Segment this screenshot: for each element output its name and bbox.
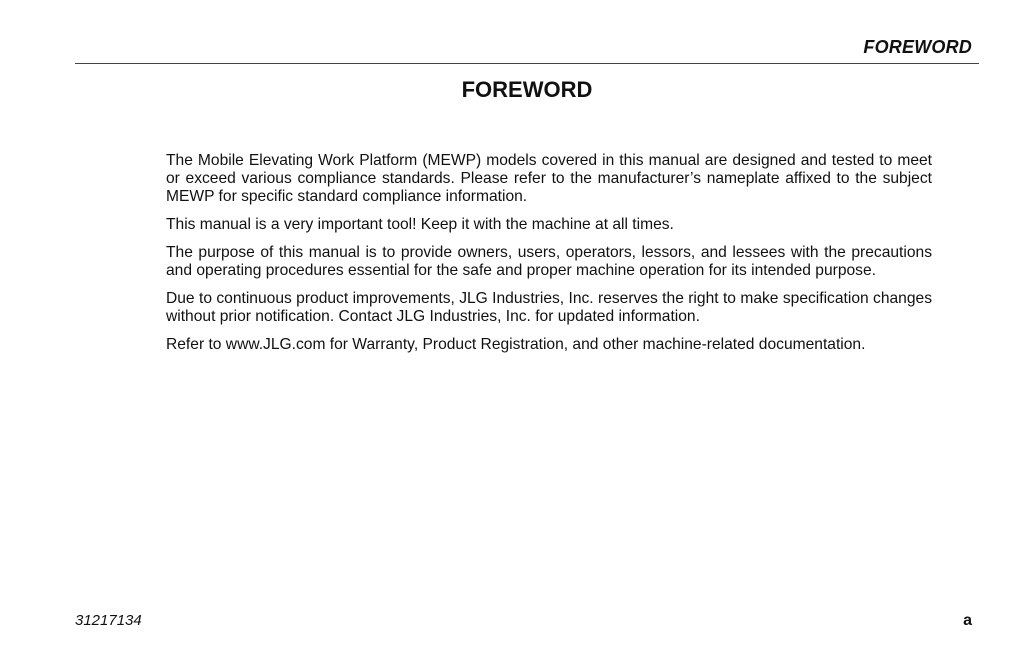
paragraph-compliance: The Mobile Elevating Work Platform (MEWP) models covered in this manual are designed and tested to meet or exceed various compliance standards. Please refer to the manufacturer’s nameplate affixed to the subject MEWP for specific standard compliance information.: [166, 152, 932, 205]
page-number: a: [963, 612, 972, 629]
paragraph-important-tool: This manual is a very important tool! Keep it with the machine at all times.: [166, 216, 674, 233]
document-number: 31217134: [75, 612, 142, 629]
page-title: FOREWORD: [461, 77, 593, 102]
running-header-title: FOREWORD: [863, 37, 972, 57]
paragraph-purpose: The purpose of this manual is to provide owners, users, operators, lessors, and lessees with the precautions and operating procedures essential for the safe and proper machine operation for its intended purpose.: [166, 244, 932, 279]
paragraph-product-improvements: Due to continuous product improvements, JLG Industries, Inc. reserves the right to make specification changes without prior notification. Contact JLG Industries, Inc. for updated information.: [166, 290, 932, 325]
header-divider: [75, 63, 979, 64]
paragraph-website-reference: Refer to www.JLG.com for Warranty, Product Registration, and other machine-related documentation.: [166, 336, 866, 353]
foreword-body: [166, 152, 932, 364]
